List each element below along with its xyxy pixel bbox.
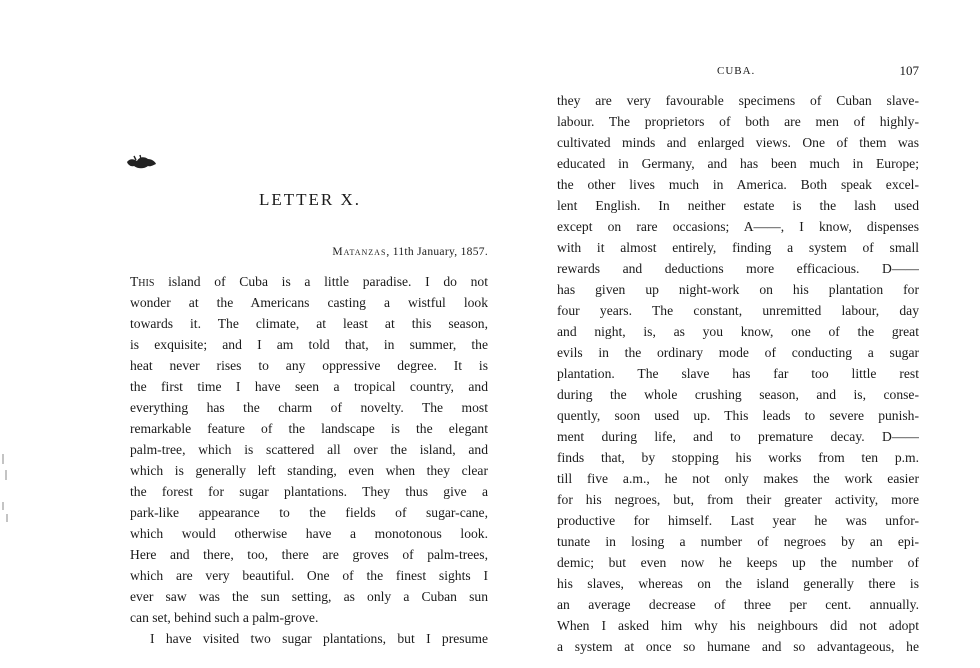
text-line: wonder at the Americans casting a wistful look: [130, 295, 488, 310]
dateline-date: , 11th January, 1857.: [386, 246, 488, 258]
text-line: which is generally left standing, even when they clear: [130, 463, 488, 478]
text-line: the first time I have seen a tropical country, and: [130, 379, 488, 394]
text-line: for his negroes, but, from their greater activity, more: [557, 492, 919, 507]
text-line: towards it. The climate, at least at this season,: [130, 316, 488, 331]
ornament-icon: [124, 150, 158, 172]
dateline-place: Matanzas: [332, 246, 387, 258]
text-line: ment during life, and to premature decay. D——: [557, 429, 919, 444]
text-line: everything has the charm of novelty. The most: [130, 400, 488, 415]
text-line: heat never rises to any oppressive degree. It is: [130, 358, 488, 373]
text-line: ever saw was the sun setting, as only a Cuban sun: [130, 589, 488, 604]
text-line: can set, behind such a palm-grove.: [130, 610, 319, 625]
running-title: CUBA.: [717, 65, 756, 77]
text-line: they are very favourable specimens of Cuban slave-: [557, 93, 919, 108]
text-line: is exquisite; and I am told that, in summer, the: [130, 337, 488, 352]
text-line: the forest for sugar plantations. They thus give a: [130, 484, 488, 499]
text-line: during the whole crushing season, and is, conse-: [557, 387, 919, 402]
text-line: has given up night-work on his plantation for: [557, 282, 919, 297]
dateline: [130, 246, 488, 258]
text-line: evils in the ordinary mode of conducting a sugar: [557, 345, 919, 360]
text-line: labour. The proprietors of both are men of highly-: [557, 114, 919, 129]
text-line: a system at once so humane and so advantageous, he: [557, 639, 919, 654]
opening-word: This: [130, 274, 155, 289]
text-line: an average decrease of three per cent. annually.: [557, 597, 919, 612]
text-line: till five a.m., he not only makes the work easier: [557, 471, 919, 486]
text-line: which would otherwise have a monotonous look.: [130, 526, 488, 541]
text-line: except on rare occasions; A——, I know, dispenses: [557, 219, 919, 234]
right-body-text: [557, 90, 919, 657]
text-line: When I asked him why his neighbours did not adopt: [557, 618, 919, 633]
text-line: plantation. The slave has far too little rest: [557, 366, 919, 381]
text-line: quently, soon used up. This leads to severe punish-: [557, 408, 919, 423]
right-page: [520, 0, 980, 668]
text-line: Here and there, too, there are groves of palm-trees,: [130, 547, 488, 562]
text-line: finds that, by stopping his works from ten p.m.: [557, 450, 919, 465]
page-number: 107: [899, 63, 919, 78]
text-line: which are very beautiful. One of the finest sights I: [130, 568, 488, 583]
text-line: park-like appearance to the fields of sugar-cane,: [130, 505, 488, 520]
text-line: rewards and deductions more efficacious. D——: [557, 261, 919, 276]
text-line: with it almost entirely, finding a system of small: [557, 240, 919, 255]
text-line: demic; but even now he keeps up the number of: [557, 555, 919, 570]
text-line: the other lives much in America. Both speak excel-: [557, 177, 919, 192]
letter-heading: LETTER X.: [258, 190, 362, 209]
text-line: This island of Cuba is a little paradise. I do not: [130, 274, 488, 289]
left-body-text: [130, 271, 488, 649]
text-line: I have visited two sugar plantations, but I presume: [150, 631, 488, 646]
text-line: remarkable feature of the landscape is the elegant: [130, 421, 488, 436]
text-line: cultivated minds and enlarged views. One of them was: [557, 135, 919, 150]
text-line: tunate in losing a number of negroes by an epi-: [557, 534, 919, 549]
gutter-scan-marks: [0, 450, 12, 530]
text-line: lent English. In neither estate is the lash used: [557, 198, 919, 213]
text-line: palm-tree, which is scattered all over the island, and: [130, 442, 488, 457]
text-line: productive for himself. Last year he was unfor-: [557, 513, 919, 528]
text-line: and night, is, as you know, one of the great: [557, 324, 919, 339]
text-line: educated in Germany, and has been much in Europe;: [557, 156, 919, 171]
text-line: four years. The constant, unremitted labour, day: [557, 303, 919, 318]
text-line: his slaves, whereas on the island generally there is: [557, 576, 919, 591]
